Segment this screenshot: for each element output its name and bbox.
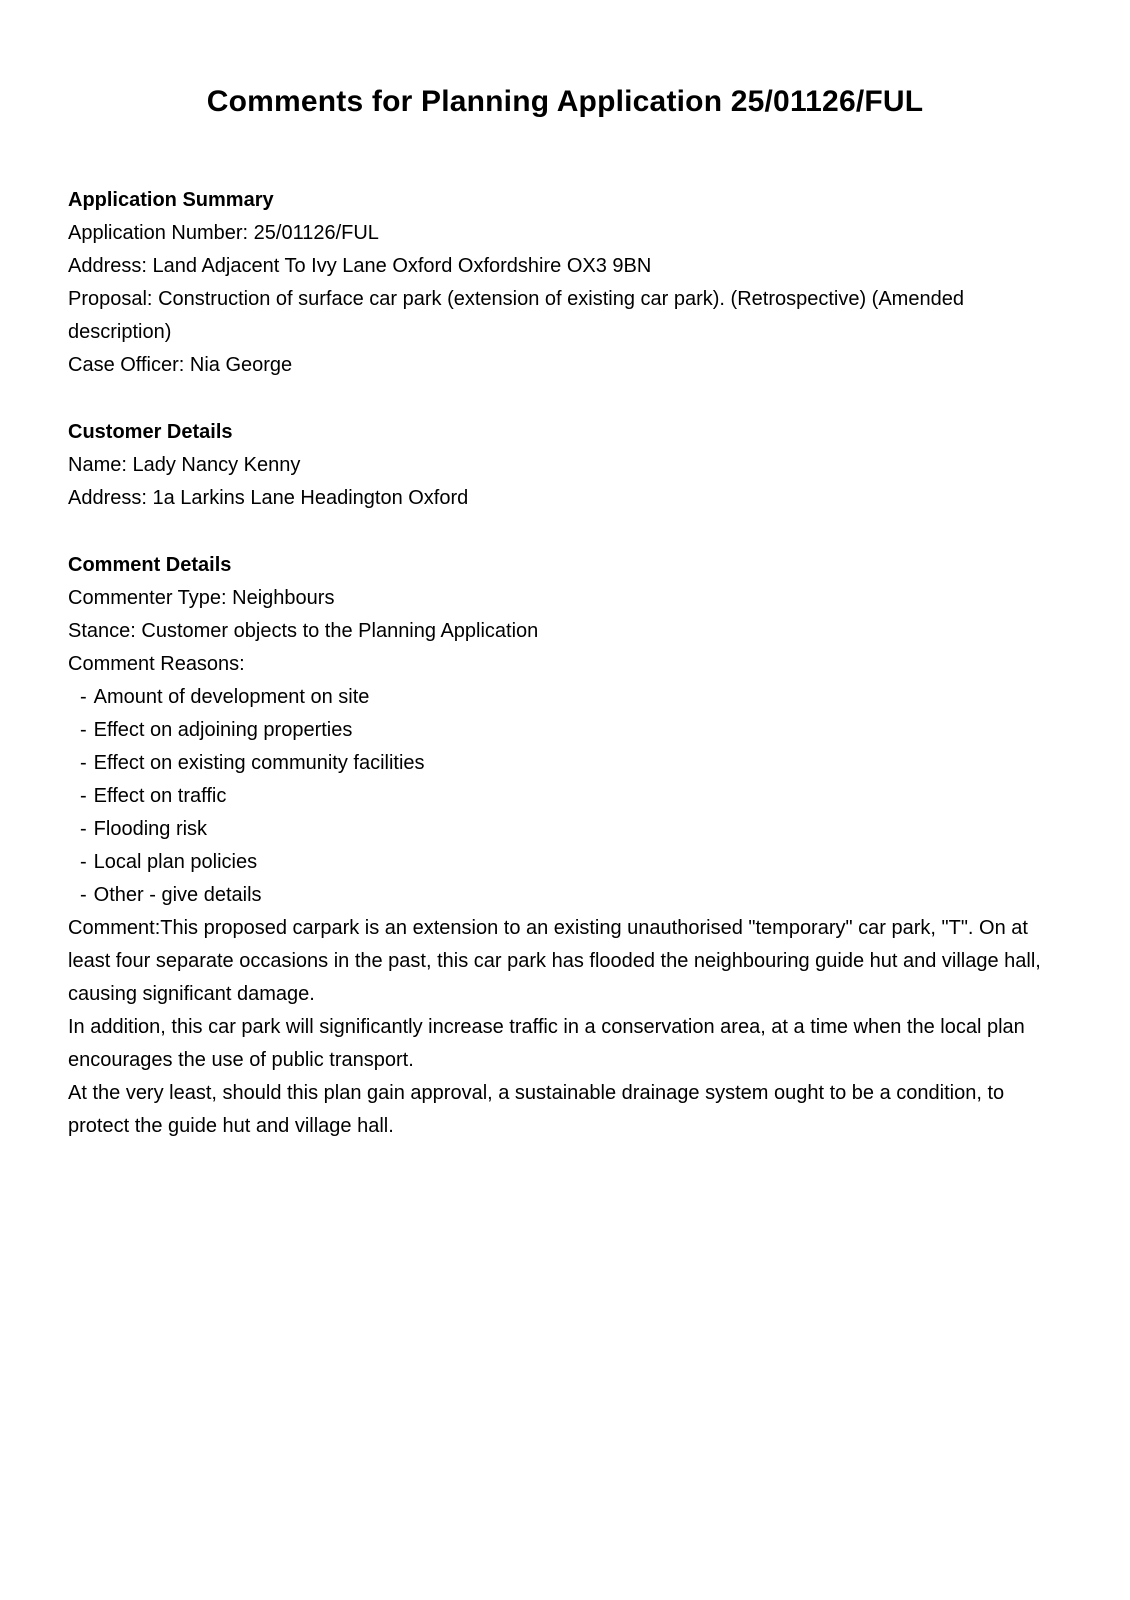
bullet: -	[80, 752, 87, 774]
reason-text: Flooding risk	[93, 818, 208, 840]
field-case-officer	[68, 349, 1062, 382]
section-application-summary	[68, 184, 1062, 382]
customer-details-heading: Customer Details	[68, 421, 233, 443]
comment-paragraph-text: This proposed carpark is an extension to an existing unauthorised "temporary" car park, "T". On at least four separate occasions in the past, this car park has flooded the neighbouring guide hut and village hall, causing significant damage.	[68, 917, 1041, 1005]
list-item	[68, 813, 1062, 846]
field-value: Lady Nancy Kenny	[132, 454, 301, 476]
list-item	[68, 879, 1062, 912]
bullet: -	[80, 818, 87, 840]
field-address	[68, 250, 1062, 283]
page-title: Comments for Planning Application 25/01126/FUL	[206, 85, 924, 118]
comment-details-heading: Comment Details	[68, 554, 232, 576]
comment-paragraph: In addition, this car park will significantly increase traffic in a conservation area, at a time when the local plan encourages the use of public transport.	[68, 1016, 1025, 1071]
field-value: Customer objects to the Planning Application	[141, 620, 539, 642]
field-stance	[68, 615, 1062, 648]
field-value: 1a Larkins Lane Headington Oxford	[152, 487, 469, 509]
list-item	[68, 846, 1062, 879]
reason-text: Other - give details	[93, 884, 262, 906]
application-summary-heading: Application Summary	[68, 189, 274, 211]
field-label: Address:	[68, 255, 147, 277]
field-label: Commenter Type:	[68, 587, 227, 609]
field-value: Neighbours	[232, 587, 335, 609]
field-label: Address:	[68, 487, 147, 509]
field-value: Land Adjacent To Ivy Lane Oxford Oxfordshire OX3 9BN	[152, 255, 652, 277]
comment-text	[68, 912, 1062, 1143]
list-item	[68, 747, 1062, 780]
field-value: Construction of surface car park (extension of existing car park). (Retrospective) (Amended description)	[68, 288, 964, 343]
field-proposal	[68, 283, 1062, 349]
comment-paragraph	[68, 912, 1062, 1011]
reason-text: Amount of development on site	[93, 686, 370, 708]
field-value: 25/01126/FUL	[253, 222, 379, 244]
section-customer-details	[68, 416, 1062, 515]
comment-label: Comment:	[68, 917, 161, 939]
comment-reasons-label: Comment Reasons:	[68, 653, 245, 675]
reason-text: Effect on adjoining properties	[93, 719, 353, 741]
comment-paragraph: At the very least, should this plan gain approval, a sustainable drainage system ought to be a condition, to protect the guide hut and village hall.	[68, 1082, 1005, 1137]
field-label: Application Number:	[68, 222, 249, 244]
reason-text: Effect on existing community facilities	[93, 752, 425, 774]
section-comment-details	[68, 549, 1062, 1143]
field-value: Nia George	[189, 354, 293, 376]
field-customer-address	[68, 482, 1062, 515]
bullet: -	[80, 686, 87, 708]
field-application-number	[68, 217, 1062, 250]
field-label: Case Officer:	[68, 354, 185, 376]
field-label: Stance:	[68, 620, 136, 642]
list-item	[68, 780, 1062, 813]
field-label: Proposal:	[68, 288, 153, 310]
list-item	[68, 714, 1062, 747]
bullet: -	[80, 851, 87, 873]
field-commenter-type	[68, 582, 1062, 615]
reason-text: Effect on traffic	[93, 785, 227, 807]
bullet: -	[80, 884, 87, 906]
bullet: -	[80, 719, 87, 741]
list-item	[68, 681, 1062, 714]
reason-text: Local plan policies	[93, 851, 258, 873]
bullet: -	[80, 785, 87, 807]
field-label: Name:	[68, 454, 127, 476]
field-customer-name	[68, 449, 1062, 482]
